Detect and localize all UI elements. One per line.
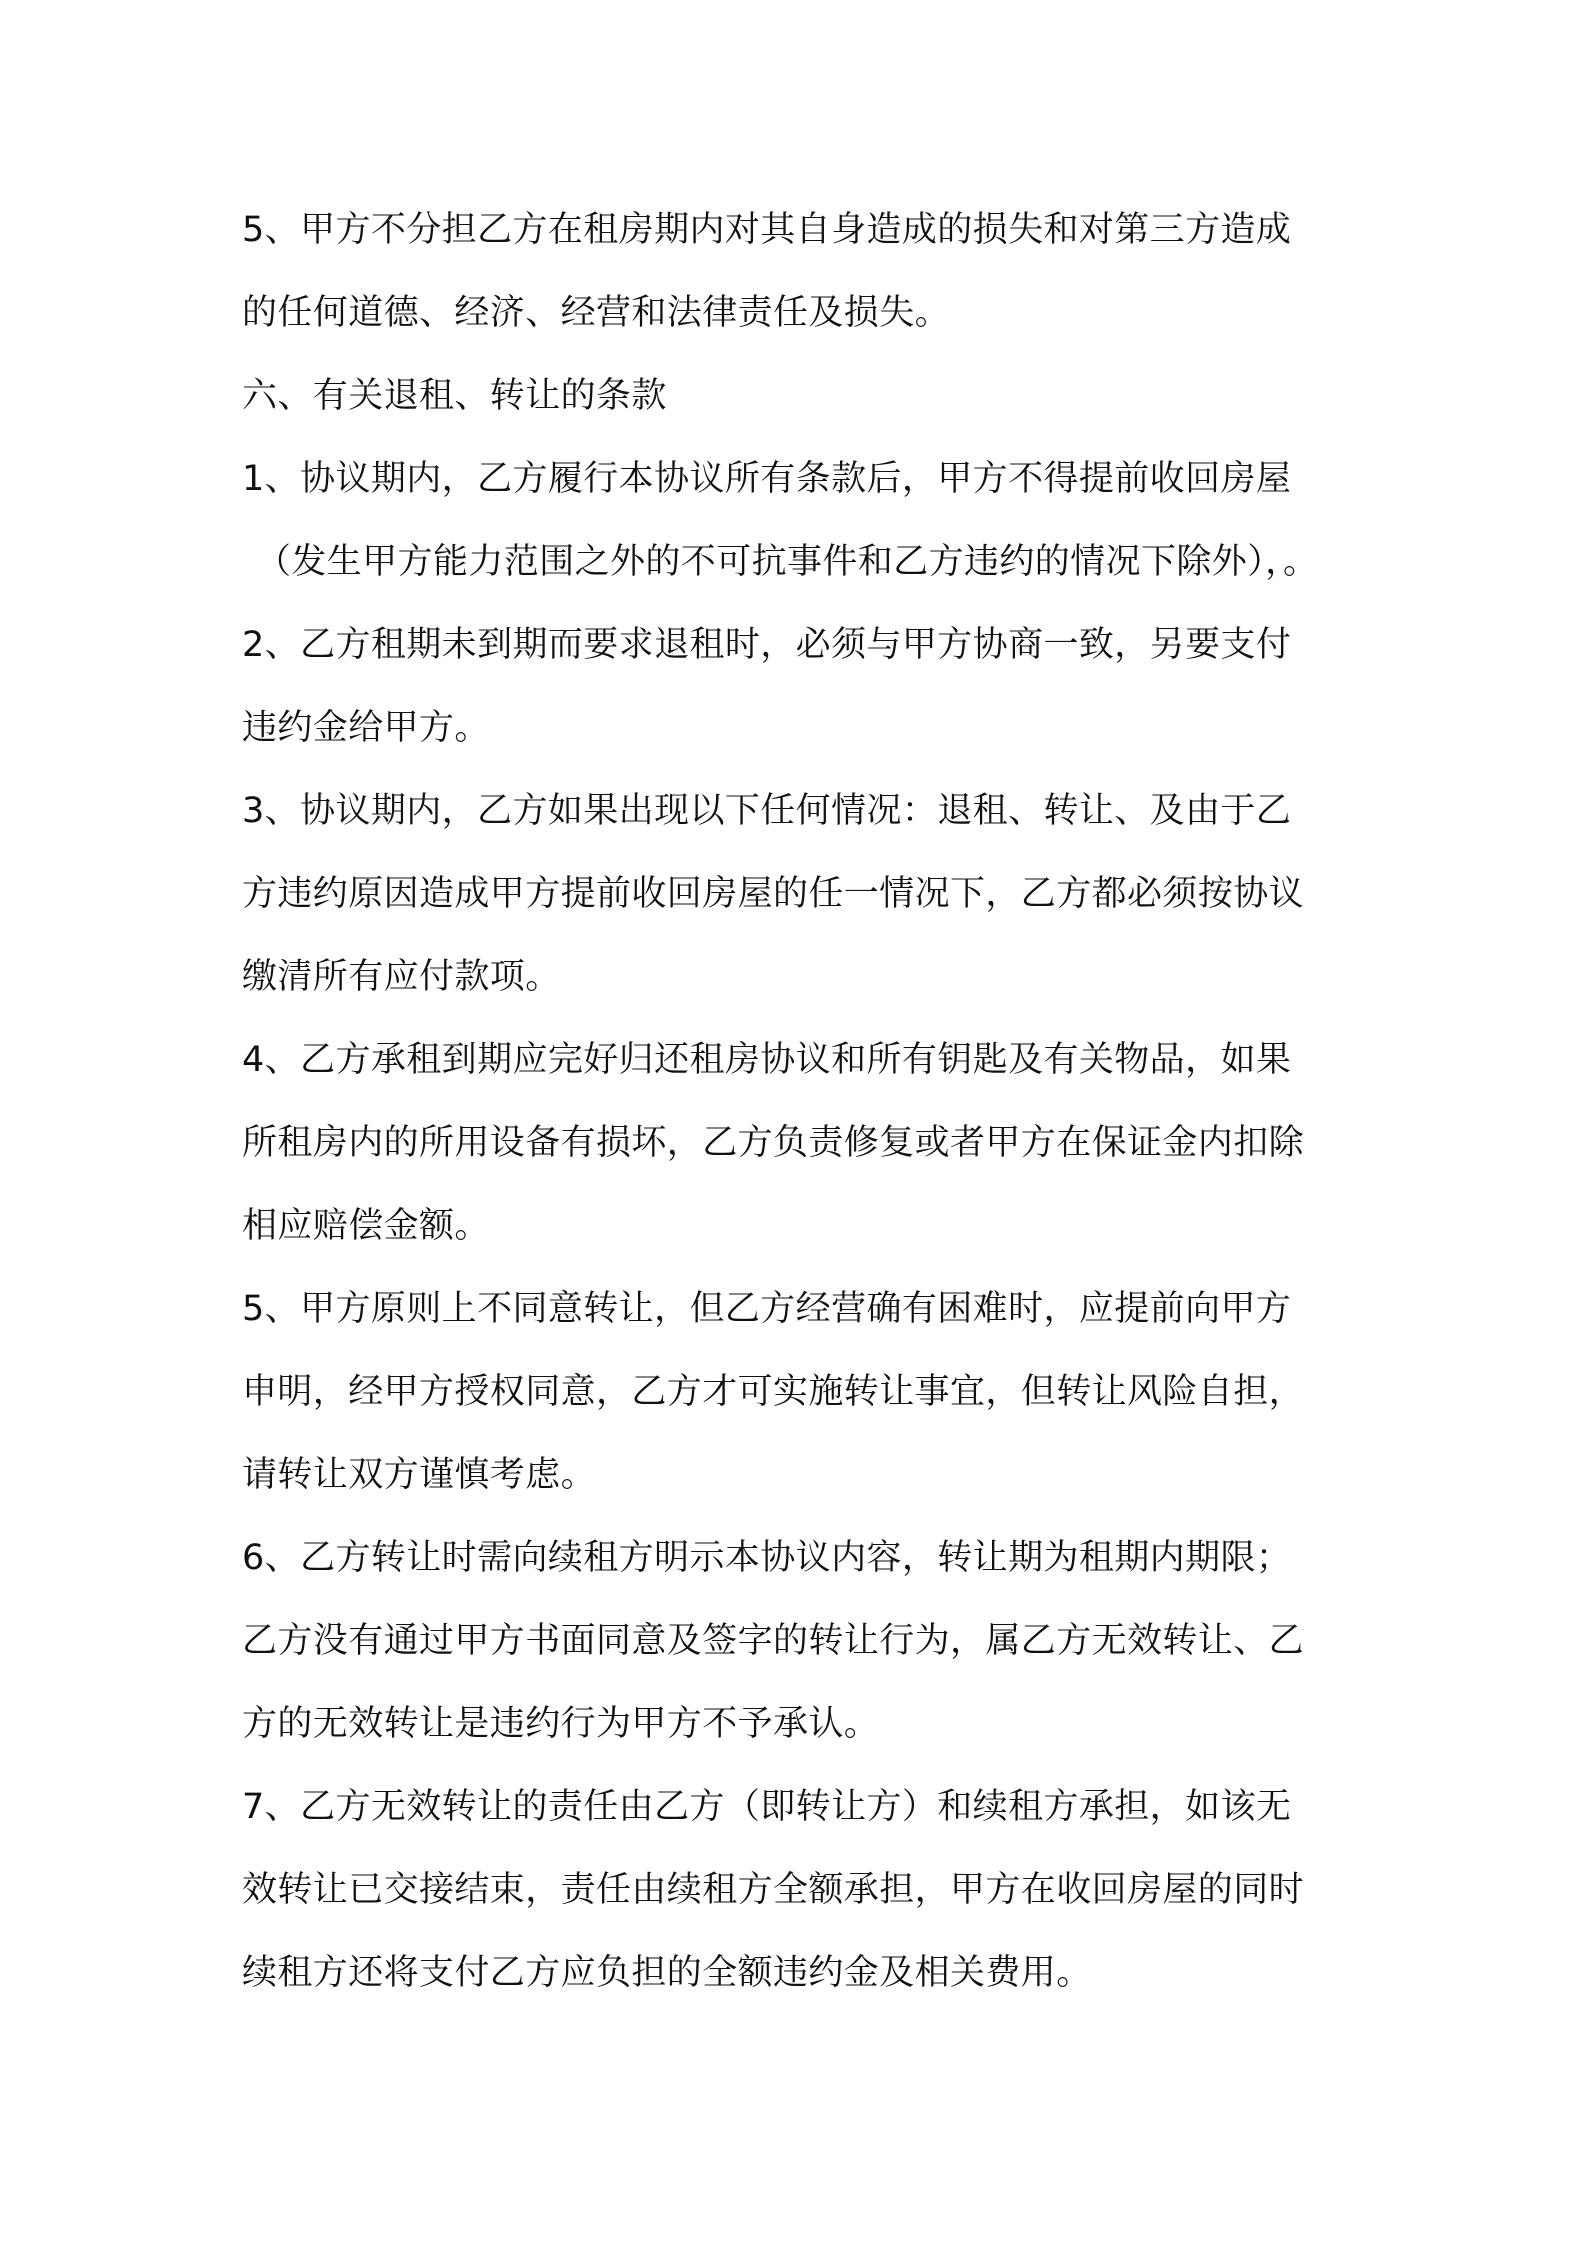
- text-line: 续租方还将支付乙方应负担的全额违约金及相关费用。: [242, 1953, 1092, 1993]
- text-line: 方违约原因造成甲方提前收回房屋的任一情况下，乙方都必须按协议: [242, 874, 1305, 914]
- text-line: 相应赔偿金额。: [242, 1206, 490, 1246]
- text-line: 效转让已交接结束，责任由续租方全额承担，甲方在收回房屋的同时: [242, 1870, 1305, 1910]
- text-line: 6、乙方转让时需向续租方明示本协议内容，转让期为租期内期限；: [242, 1538, 1292, 1578]
- text-line: 违约金给甲方。: [242, 708, 490, 748]
- text-line: 请转让双方谨慎考虑。: [242, 1455, 597, 1495]
- text-line: 4、乙方承租到期应完好归还租房协议和所有钥匙及有关物品，如果: [242, 1040, 1292, 1080]
- text-line: 的任何道德、经济、经营和法律责任及损失。: [242, 293, 951, 333]
- text-line: 方的无效转让是违约行为甲方不予承认。: [242, 1704, 880, 1744]
- text-line: 1、协议期内，乙方履行本协议所有条款后，甲方不得提前收回房屋: [242, 459, 1292, 499]
- text-line: 5、甲方不分担乙方在租房期内对其自身造成的损失和对第三方造成: [242, 210, 1292, 250]
- text-line: 缴清所有应付款项。: [242, 957, 561, 997]
- text-line: 7、乙方无效转让的责任由乙方（即转让方）和续租方承担，如该无: [242, 1787, 1292, 1827]
- text-line: 申明，经甲方授权同意，乙方才可实施转让事宜，但转让风险自担，: [242, 1372, 1305, 1412]
- text-line: 乙方没有通过甲方书面同意及签字的转让行为，属乙方无效转让、乙: [242, 1621, 1305, 1661]
- section-heading: 六、有关退租、转让的条款: [242, 376, 667, 416]
- text-line: （发生甲方能力范围之外的不可抗事件和乙方违约的情况下除外），。: [256, 542, 1319, 582]
- text-line: 所租房内的所用设备有损坏，乙方负责修复或者甲方在保证金内扣除: [242, 1123, 1305, 1163]
- text-line: 5、甲方原则上不同意转让，但乙方经营确有困难时，应提前向甲方: [242, 1289, 1292, 1329]
- text-line: 2、乙方租期未到期而要求退租时，必须与甲方协商一致，另要支付: [242, 625, 1292, 665]
- text-line: 3、协议期内，乙方如果出现以下任何情况：退租、转让、及由于乙: [242, 791, 1292, 831]
